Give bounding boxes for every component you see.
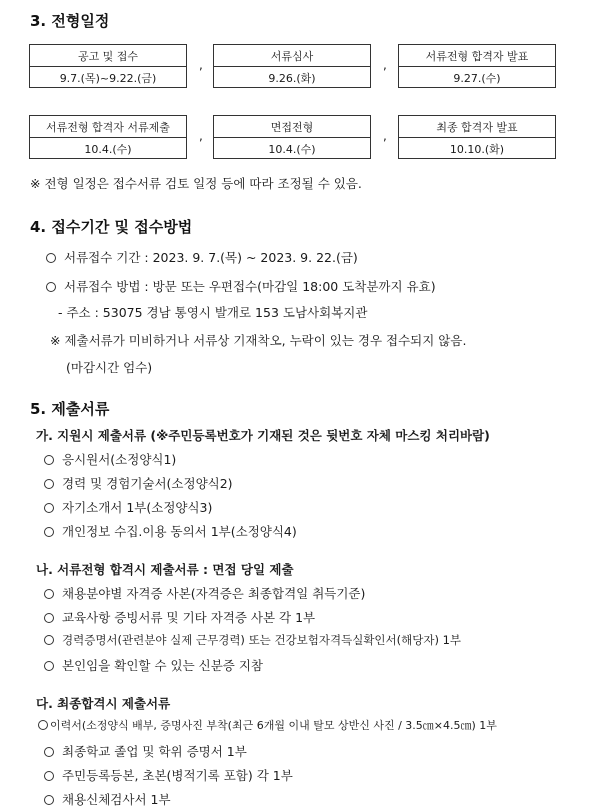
- item-text: 응시원서(소정양식1): [62, 452, 177, 467]
- circle-bullet-icon: [44, 503, 54, 513]
- section-3-title: 3. 전형일정: [30, 12, 110, 30]
- separator: ,: [383, 58, 387, 72]
- list-item: [44, 742, 247, 760]
- schedule-stage: 서류전형 합격자 발표: [399, 45, 555, 67]
- circle-bullet-icon: [44, 771, 54, 781]
- schedule-box-announcement: [29, 44, 187, 88]
- separator: ,: [199, 129, 203, 143]
- circle-bullet-icon: [44, 747, 54, 757]
- schedule-box-document-review: [213, 44, 371, 88]
- separator: ,: [383, 129, 387, 143]
- circle-bullet-icon: [44, 795, 54, 805]
- method-text: 서류접수 방법 : 방문 또는 우편접수(마감일 18:00 도착분까지 유효): [64, 279, 436, 294]
- schedule-date: 9.27.(수): [453, 71, 501, 85]
- schedule-date: 10.10.(화): [449, 142, 505, 156]
- list-item: [46, 248, 358, 266]
- schedule-date: 10.4.(수): [84, 142, 132, 156]
- deadline-note: (마감시간 엄수): [66, 360, 153, 375]
- item-text: 주민등록등본, 초본(병적기록 포함) 각 1부: [62, 768, 293, 783]
- circle-bullet-icon: [44, 527, 54, 537]
- list-item: [44, 450, 176, 468]
- schedule-date: 9.7.(목)~9.22.(금): [59, 71, 157, 85]
- schedule-box-final-result: [398, 115, 556, 159]
- schedule-stage: 최종 합격자 발표: [399, 116, 555, 138]
- list-item: [44, 584, 365, 602]
- subsection-a-title: 가. 지원시 제출서류 (※주민등록번호가 기재된 것은 뒷번호 자체 마스킹 처리바람): [36, 428, 490, 443]
- circle-bullet-icon: [46, 253, 56, 263]
- schedule-stage: 공고 및 접수: [30, 45, 186, 67]
- item-text: 자기소개서 1부(소정양식3): [62, 500, 213, 515]
- subsection-b-title: 나. 서류전형 합격시 제출서류 : 면접 당일 제출: [36, 562, 294, 577]
- subsection-c-title: 다. 최종합격시 제출서류: [36, 696, 171, 711]
- list-item: [44, 498, 212, 516]
- item-text: 최종학교 졸업 및 학위 증명서 1부: [62, 744, 247, 759]
- item-text: 개인정보 수집.이용 동의서 1부(소정양식4): [62, 524, 297, 539]
- item-text: 본인임을 확인할 수 있는 신분증 지참: [62, 658, 263, 673]
- schedule-stage: 서류심사: [214, 45, 370, 67]
- schedule-stage: 면접전형: [214, 116, 370, 138]
- schedule-box-document-result: [398, 44, 556, 88]
- address-text: - 주소 : 53075 경남 통영시 발개로 153 도남사회복지관: [58, 305, 368, 320]
- item-text: 이력서(소정양식 배부, 증명사진 부착(최근 6개월 이내 탈모 상반신 사진 / 3.5㎝×4.5㎝) 1부: [50, 719, 497, 732]
- schedule-note: ※ 전형 일정은 접수서류 검토 일정 등에 따라 조정될 수 있음.: [30, 176, 362, 191]
- list-item: [38, 717, 497, 733]
- schedule-stage: 서류전형 합격자 서류제출: [30, 116, 186, 138]
- circle-bullet-icon: [44, 613, 54, 623]
- schedule-box-document-submission: [29, 115, 187, 159]
- schedule-date: 10.4.(수): [268, 142, 316, 156]
- circle-bullet-icon: [44, 479, 54, 489]
- list-item: [44, 790, 171, 808]
- list-item: [44, 522, 297, 540]
- item-text: 채용분야별 자격증 사본(자격증은 최종합격일 취득기준): [62, 586, 366, 601]
- circle-bullet-icon: [44, 661, 54, 671]
- circle-bullet-icon: [44, 635, 54, 645]
- section-4-title: 4. 접수기간 및 접수방법: [30, 218, 193, 236]
- item-text: 채용신체검사서 1부: [62, 792, 171, 807]
- item-text: 교육사항 증빙서류 및 기타 자격증 사본 각 1부: [62, 610, 316, 625]
- period-text: 서류접수 기간 : 2023. 9. 7.(목) ~ 2023. 9. 22.(금): [64, 250, 358, 265]
- schedule-date: 9.26.(화): [268, 71, 316, 85]
- item-text: 경력증명서(관련분야 실제 근무경력) 또는 건강보험자격득실확인서(해당자) 1부: [62, 633, 462, 647]
- list-item: [44, 632, 461, 648]
- list-item: [44, 766, 293, 784]
- list-item: [44, 656, 263, 674]
- circle-bullet-icon: [46, 282, 56, 292]
- schedule-box-interview: [213, 115, 371, 159]
- list-item: [44, 474, 233, 492]
- circle-bullet-icon: [44, 455, 54, 465]
- list-item: [44, 608, 315, 626]
- separator: ,: [199, 58, 203, 72]
- circle-bullet-icon: [44, 589, 54, 599]
- submission-note: ※ 제출서류가 미비하거나 서류상 기재착오, 누락이 있는 경우 접수되지 않음.: [50, 333, 467, 348]
- section-5-title: 5. 제출서류: [30, 400, 110, 418]
- circle-bullet-icon: [38, 720, 48, 730]
- item-text: 경력 및 경험기술서(소정양식2): [62, 476, 233, 491]
- list-item: [46, 277, 436, 295]
